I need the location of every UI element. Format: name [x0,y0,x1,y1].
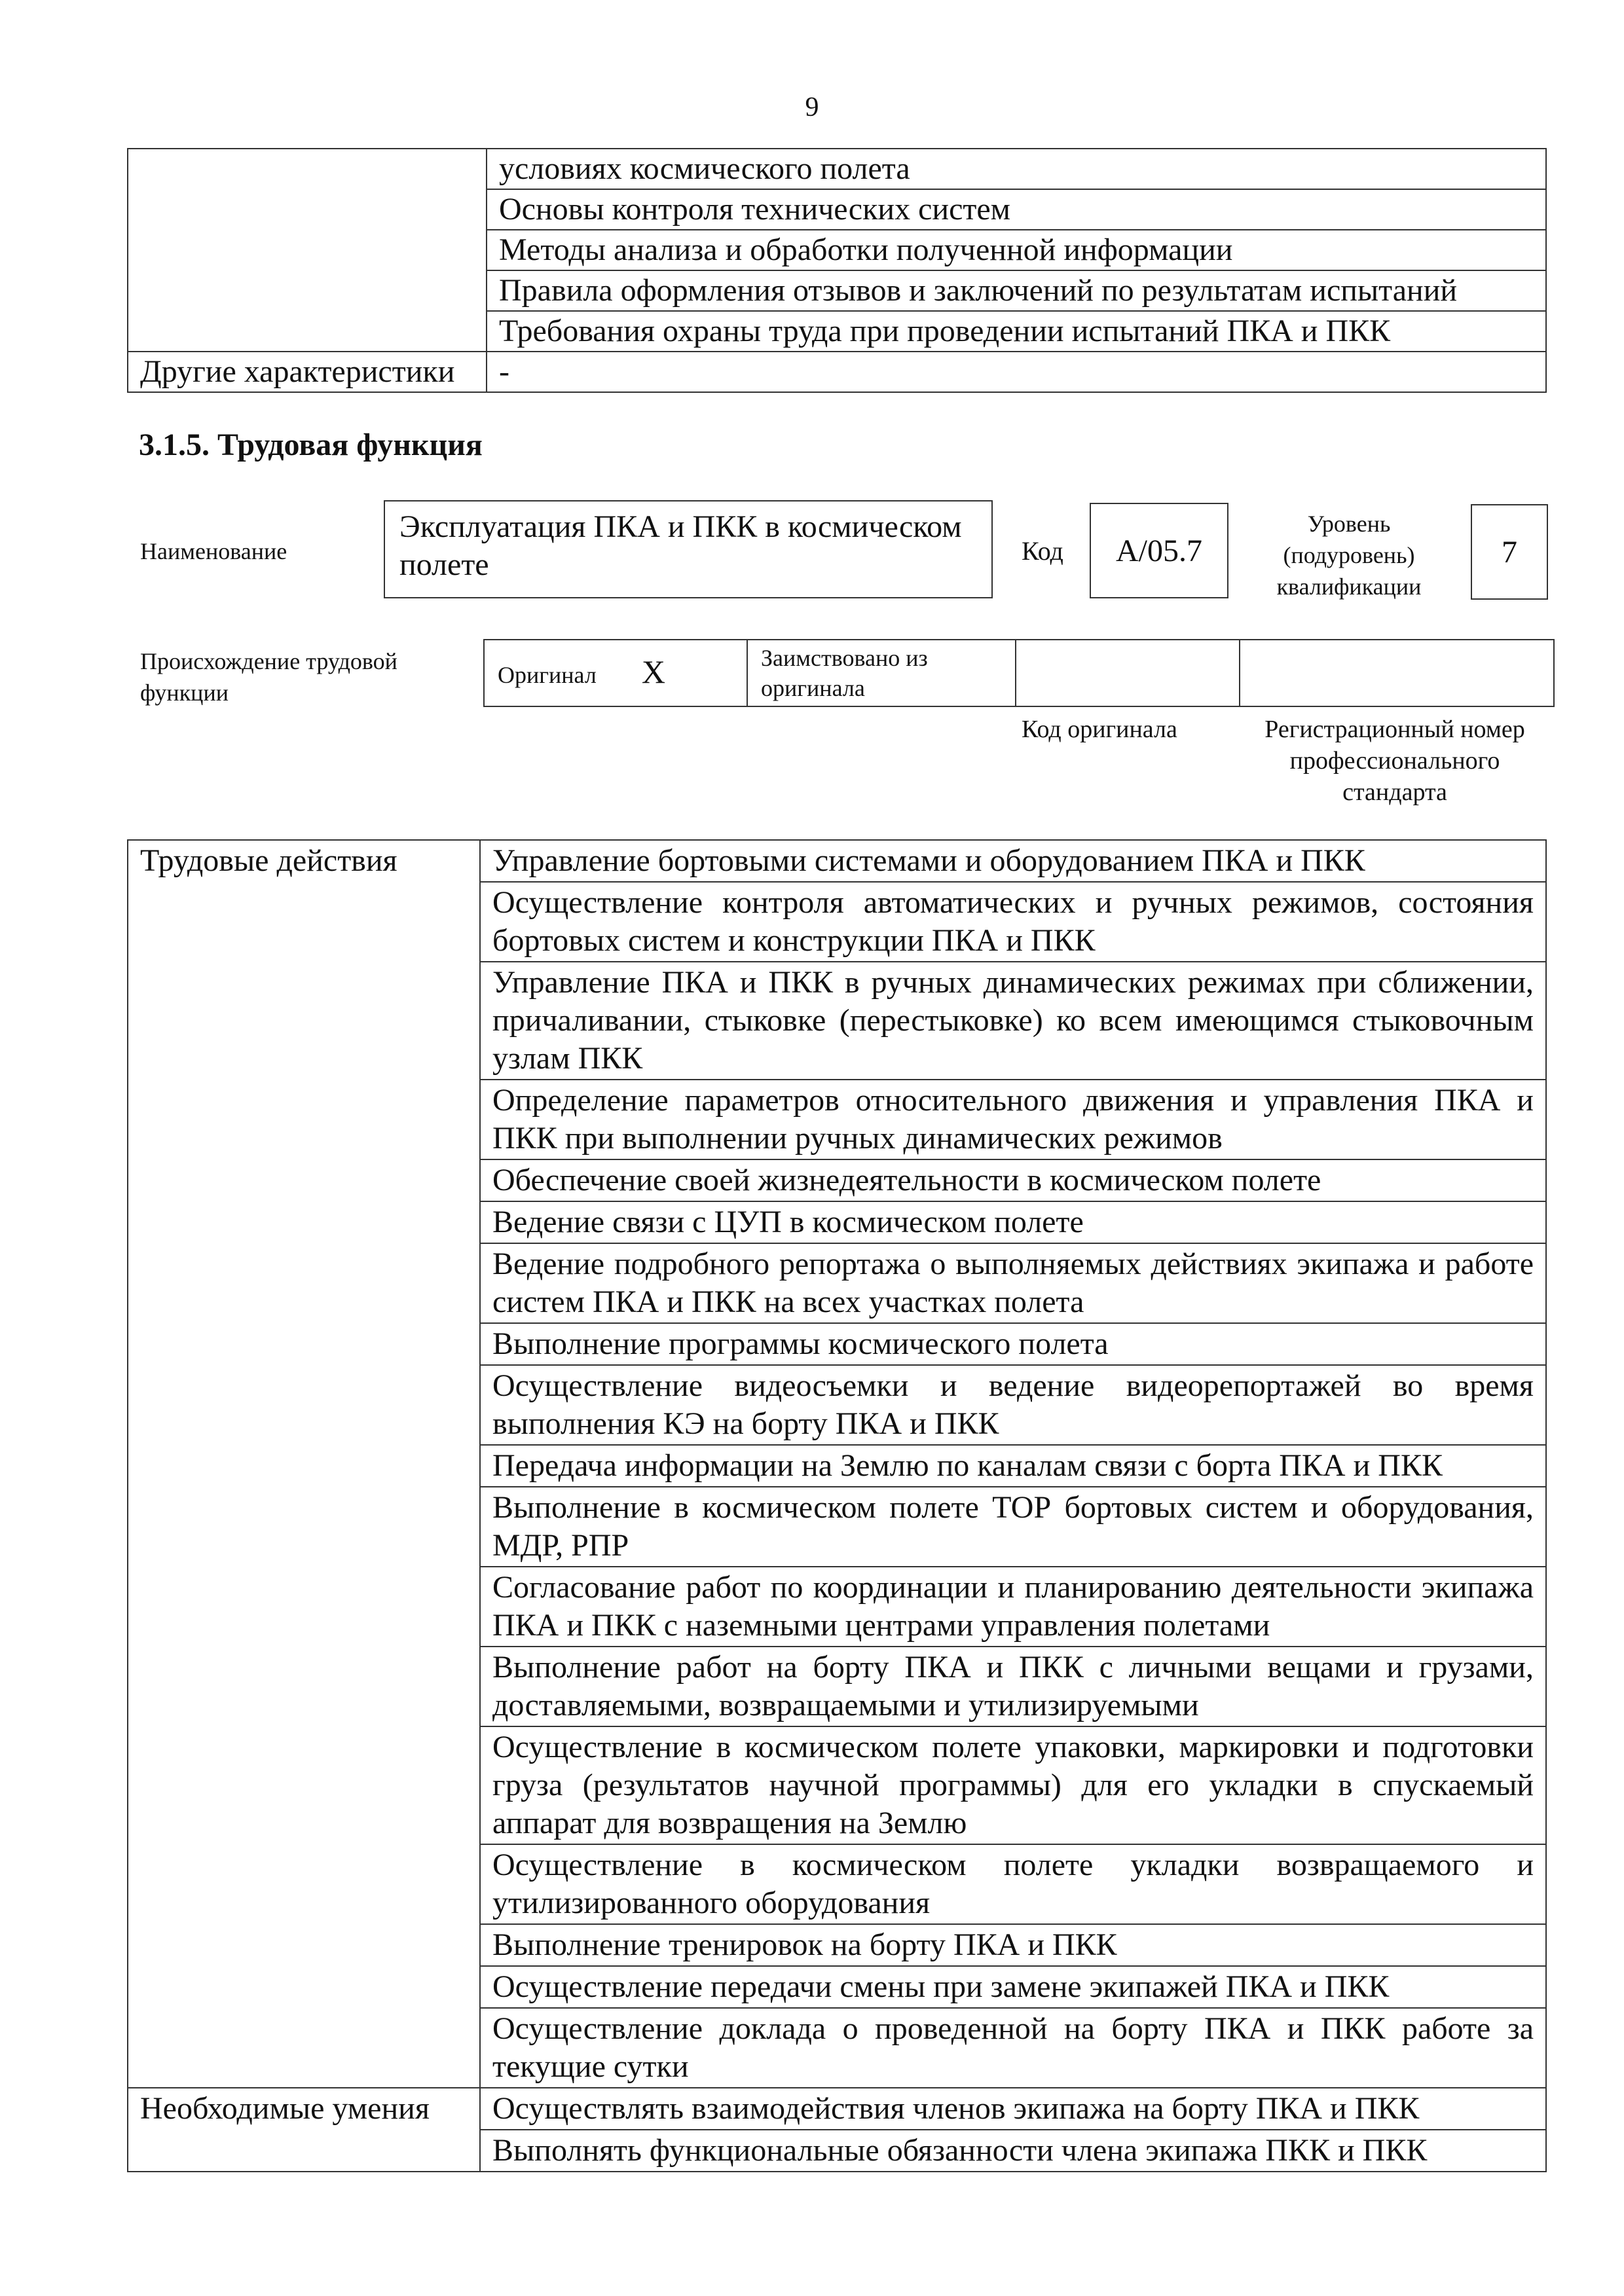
name-label: Наименование [140,538,287,564]
function-name-box: Эксплуатация ПКА и ПКК в космическом полете [384,500,993,598]
table-cell: Осуществление передачи смены при замене экипажей ПКА и ПКК [480,1966,1546,2008]
reg-number-cell [1240,640,1554,706]
original-label: Оригинал [498,661,597,688]
table-cell: Основы контроля технических систем [487,189,1546,230]
table-cell: Ведение связи с ЦУП в космическом полете [480,1201,1546,1243]
table-cell: Осуществление в космическом полете укладки возвращаемого и утилизированного оборудования [480,1844,1546,1924]
origin-label: Происхождение трудовой функции [140,648,397,706]
table-row [128,840,1546,882]
table-cell: Выполнять функциональные обязанности члена экипажа ПКК и ПКК [480,2130,1546,2172]
other-characteristics-label: Другие характеристики [128,352,487,392]
skills-label: Необходимые умения [128,2088,480,2172]
table-cell: Выполнение программы космического полета [480,1323,1546,1365]
reg-number-caption: Регистрационный номер профессионального стандарта [1264,716,1525,806]
original-code-cell [1016,640,1240,706]
table-cell: Обеспечение своей жизнедеятельности в космическом полете [480,1159,1546,1201]
table-cell: Определение параметров относительного движения и управления ПКА и ПКК при выполнении ручных динамических режимов [480,1080,1546,1159]
table-cell: Осуществление видеосъемки и ведение видеорепортажей во время выполнения КЭ на борту ПКА и ПКК [480,1365,1546,1445]
borrowed-label: Заимствовано из оригинала [747,640,1016,706]
table-cell: Требования охраны труда при проведении испытаний ПКА и ПКК [487,311,1546,352]
table-cell: Правила оформления отзывов и заключений по результатам испытаний [487,270,1546,311]
continuation-table [127,148,1547,393]
table-cell: Осуществлять взаимодействия членов экипажа на борту ПКА и ПКК [480,2088,1546,2130]
table-row [128,352,1546,392]
page-number: 9 [805,92,819,122]
labor-actions-label: Трудовые действия [128,840,480,2088]
section-title: 3.1.5. Трудовая функция [139,428,483,462]
table-cell: Осуществление в космическом полете упаковки, маркировки и подготовки груза (результатов научной программы) для его укладки в спускаемый аппарат для возвращения на Землю [480,1726,1546,1844]
table-cell: Выполнение работ на борту ПКА и ПКК с личными вещами и грузами, доставляемыми, возвращаемыми и утилизируемыми [480,1647,1546,1726]
table-cell: Управление бортовыми системами и оборудованием ПКА и ПКК [480,840,1546,882]
table-cell: Осуществление контроля автоматических и ручных режимов, состояния бортовых систем и конструкции ПКА и ПКК [480,882,1546,962]
table-row [484,640,1554,706]
original-cell [484,640,747,706]
level-value-box: 7 [1471,504,1548,600]
table-row [128,2088,1546,2130]
table-cell: Осуществление доклада о проведенной на борту ПКА и ПКК работе за текущие сутки [480,2008,1546,2088]
table-cell: Выполнение в космическом полете ТОР бортовых систем и оборудования, МДР, РПР [480,1487,1546,1567]
table-cell: Согласование работ по координации и планированию деятельности экипажа ПКА и ПКК с наземными центрами управления полетами [480,1567,1546,1647]
table-cell: Методы анализа и обработки полученной информации [487,230,1546,270]
table-row [128,149,1546,189]
empty-label-cell [128,149,487,352]
level-label: Уровень (подуровень) квалификации [1276,511,1422,600]
labor-function-table [127,839,1547,2172]
other-characteristics-value: - [487,352,1546,392]
table-cell: Передача информации на Землю по каналам связи с борта ПКА и ПКК [480,1445,1546,1487]
origin-table [483,639,1555,707]
original-mark: X [641,653,665,690]
table-cell: Выполнение тренировок на борту ПКА и ПКК [480,1924,1546,1966]
code-value-box: A/05.7 [1090,503,1228,598]
table-cell: Управление ПКА и ПКК в ручных динамических режимах при сближении, причаливании, стыковке (перестыковке) ко всем имеющимся стыковочным узлам ПКК [480,962,1546,1080]
table-cell: условиях космического полета [487,149,1546,189]
code-original-caption: Код оригинала [1022,716,1177,743]
table-cell: Ведение подробного репортажа о выполняемых действиях экипажа и работе систем ПКА и ПКК на всех участках полета [480,1243,1546,1323]
code-label: Код [1022,536,1063,566]
